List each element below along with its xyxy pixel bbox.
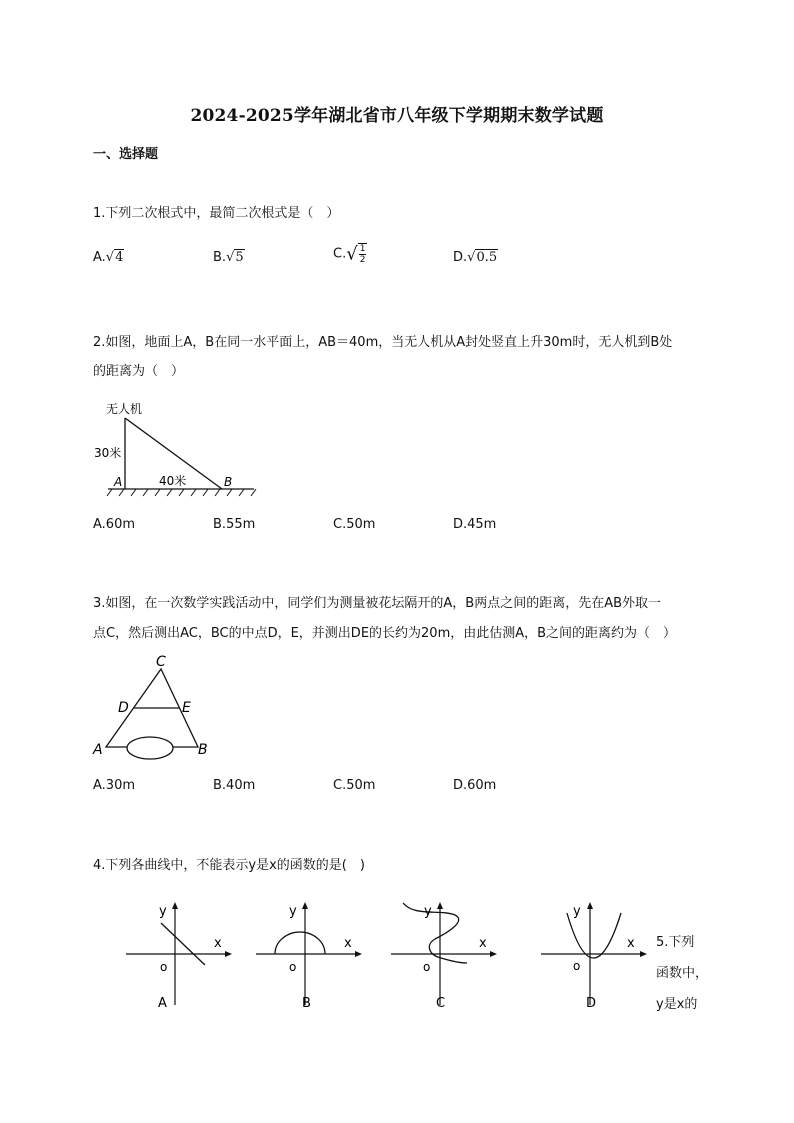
base-label: 40米 (159, 474, 187, 488)
y-label: y (289, 904, 297, 919)
q3-option-a[interactable]: A.30m (93, 778, 136, 793)
y-arrow-icon (302, 902, 308, 909)
x-arrow-icon (490, 951, 497, 957)
y-label: y (573, 904, 581, 919)
question-5-line3: y是x的 (656, 997, 698, 1012)
q4-graph-a[interactable] (120, 895, 240, 1015)
x-label: x (344, 936, 352, 951)
curve-line (161, 923, 205, 965)
point-c-label: C (156, 654, 166, 670)
origin-label: o (160, 960, 168, 974)
ground-hatching (107, 489, 256, 496)
q3-option-d[interactable]: D.60m (453, 778, 497, 793)
y-arrow-icon (437, 902, 443, 909)
fraction-denominator: 2 (359, 255, 366, 265)
graph-label: A (158, 996, 167, 1011)
q1-option-d[interactable] (453, 250, 498, 265)
x-label: x (627, 936, 635, 951)
page-title: 2024-2025学年湖北省市八年级下学期期末数学试题 (190, 106, 604, 126)
point-a-label: A (114, 475, 123, 489)
graph-label: B (302, 996, 311, 1011)
option-value: 0.5 (476, 250, 498, 265)
x-arrow-icon (640, 951, 647, 957)
x-arrow-icon (355, 951, 362, 957)
point-a-label: A (93, 742, 103, 758)
y-arrow-icon (172, 902, 178, 909)
option-value: 5 (235, 250, 244, 265)
q3-option-b[interactable]: B.40m (213, 778, 256, 793)
y-label: y (424, 904, 432, 919)
option-letter: A. (93, 250, 106, 265)
q2-option-a[interactable]: A.60m (93, 517, 136, 532)
question-3-stem-line2: 点C，然后测出AC，BC的中点D，E，并测出DE的长约为20m，由此估测A，B之间的距离约为（ ） (93, 626, 677, 641)
question-2-stem-line2: 的距离为（ ） (93, 364, 185, 379)
option-letter: B. (213, 250, 227, 265)
q2-option-b[interactable]: B.55m (213, 517, 256, 532)
graph-label: D (586, 996, 597, 1011)
q3-figure (88, 652, 218, 760)
section-heading: 一、选择题 (93, 147, 159, 162)
flower-bed (127, 737, 173, 759)
fraction-numerator: 1 (359, 244, 366, 254)
question-4-stem: 4.下列各曲线中，不能表示y是x的函数的是( ) (93, 858, 365, 873)
point-b-label: B (198, 742, 208, 758)
option-letter: D. (453, 250, 468, 265)
q3-option-c[interactable]: C.50m (333, 778, 376, 793)
question-5-line2: 函数中， (656, 966, 709, 981)
q2-option-d[interactable]: D.45m (453, 517, 497, 532)
curve-parabola (567, 913, 621, 958)
question-1-stem: 1.下列二次根式中，最简二次根式是（ ） (93, 206, 340, 221)
option-letter: C. (333, 246, 347, 262)
sqrt-icon: √ (226, 250, 235, 265)
q2-figure (90, 395, 265, 500)
q2-option-c[interactable]: C.50m (333, 517, 376, 532)
q1-option-c[interactable] (333, 243, 367, 265)
sqrt-icon: √ (467, 250, 476, 265)
origin-label: o (573, 959, 581, 973)
x-arrow-icon (225, 951, 232, 957)
option-fraction (358, 243, 368, 265)
point-b-label: B (224, 475, 233, 489)
q4-graph-b[interactable] (250, 895, 370, 1015)
q1-option-a[interactable] (93, 250, 124, 265)
y-arrow-icon (587, 902, 593, 909)
curve-semicircle (275, 932, 325, 954)
origin-label: o (423, 960, 431, 974)
q4-graph-d[interactable] (535, 895, 655, 1015)
x-label: x (214, 936, 222, 951)
option-value: 4 (115, 250, 124, 265)
q1-option-b[interactable] (213, 250, 245, 265)
height-label: 30米 (94, 446, 122, 460)
question-5-line1: 5.下列 (656, 935, 695, 950)
y-label: y (159, 904, 167, 919)
point-d-label: D (118, 700, 129, 716)
question-2-stem-line1: 2.如图，地面上A，B在同一水平面上，AB＝40m，当无人机从A封处竖直上升30m时，无人机到B处 (93, 335, 673, 350)
sqrt-icon: √ (346, 243, 358, 265)
x-label: x (479, 936, 487, 951)
question-3-stem-line1: 3.如图，在一次数学实践活动中，同学们为测量被花坛隔开的A，B两点之间的距离，先在AB外取一 (93, 596, 662, 611)
origin-label: o (289, 960, 297, 974)
drone-label: 无人机 (106, 402, 143, 416)
point-e-label: E (182, 700, 191, 716)
sqrt-icon: √ (105, 250, 115, 265)
graph-label: C (436, 996, 446, 1011)
q4-graph-c[interactable] (385, 895, 505, 1015)
